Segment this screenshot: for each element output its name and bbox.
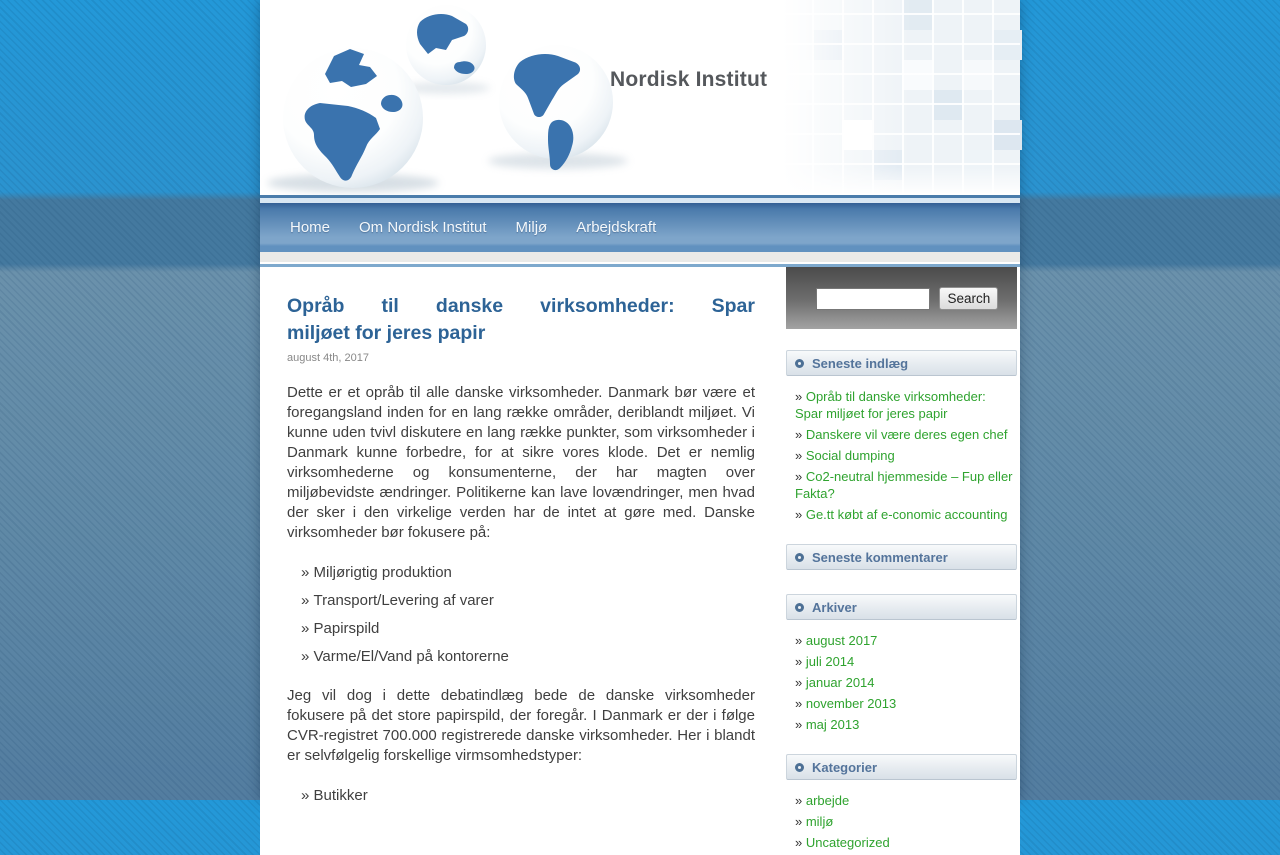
sidebar-post-link[interactable]: Opråb til danske virksomheder: Spar miljøet for jeres papir: [795, 389, 986, 421]
archives-list: [786, 632, 1017, 733]
globes-illustration: [268, 0, 688, 195]
sidebar-section-seneste-indlaeg: [786, 350, 1017, 523]
main-nav: [260, 203, 1020, 252]
sidebar-section-header: [786, 754, 1017, 780]
sidebar-post-link[interactable]: Social dumping: [805, 448, 895, 463]
list-item: [795, 695, 1013, 712]
article-date: august 4th, 2017: [287, 352, 369, 364]
mosaic-cell: [902, 0, 932, 30]
category-link[interactable]: arbejde: [805, 793, 850, 808]
nav-item-miljo: [516, 219, 548, 237]
list-item-label: Miljørigtig produktion: [313, 564, 452, 581]
mosaic-cell: [812, 30, 842, 60]
mosaic-cell: [992, 30, 1022, 60]
nav-link-home[interactable]: Home: [290, 218, 331, 236]
bullet-ring-icon: [795, 603, 804, 612]
mosaic-cell: [992, 120, 1022, 150]
nav-item-om-nordisk-institut: [359, 219, 487, 237]
article-paragraph: Dette er et opråb til alle danske virksomheder. Danmark bør være et foregangsland inden for en lang række områder, deriblandt miljøet. Vi kunne uden tvivl diskutere en lang række punkter, som virksomheder i Danmark kunne forbedre, for at sikre vores klode. Det er nemlig virksomhederne og konsumenterne, der har magten over miljøbevidste ændringer. Politikerne kan lave lovændringer, men hvad der sker i den virkelige verden har de intet at gøre med. Danske virksomheder bør fokusere på:: [287, 384, 755, 541]
bullet-ring-icon: [795, 763, 804, 772]
sidebar-section-header: [786, 350, 1017, 376]
archive-link[interactable]: august 2017: [805, 633, 878, 648]
list-item: [795, 426, 1013, 443]
site-header: [260, 0, 1020, 195]
list-item: [795, 506, 1013, 523]
sidebar-post-link[interactable]: Co2-neutral hjemmeside – Fup eller Fakta?: [795, 469, 1013, 501]
list-item: [301, 563, 755, 583]
category-link[interactable]: miljø: [805, 814, 834, 829]
list-item: [795, 716, 1013, 733]
list-item: [795, 632, 1013, 649]
mosaic-cell: [842, 120, 872, 150]
bullet-ring-icon: [795, 359, 804, 368]
list-item-label: Butikker: [313, 787, 368, 804]
list-item: [301, 647, 755, 667]
sidebar-section-kategorier: [786, 754, 1017, 851]
mosaic-cell: [782, 60, 812, 90]
search-panel: [786, 267, 1017, 329]
nav-link-om-nordisk-institut[interactable]: Om Nordisk Institut: [359, 218, 487, 236]
sidebar-section-title: Kategorier: [812, 759, 878, 775]
sidebar-post-link[interactable]: Ge.tt købt af e-conomic accounting: [805, 507, 1008, 522]
bullet-ring-icon: [795, 553, 804, 562]
mosaic-cell: [962, 60, 992, 90]
archive-link[interactable]: maj 2013: [805, 717, 860, 732]
article-main: [287, 267, 755, 814]
list-item-label: Varme/El/Vand på kontorerne: [313, 648, 509, 665]
list-item-label: Transport/Levering af varer: [313, 592, 494, 609]
nav-list: [260, 203, 1020, 252]
list-item-label: Papirspild: [313, 620, 380, 637]
sidebar-section-title: Seneste indlæg: [812, 355, 909, 371]
article-bullet-list: [287, 563, 755, 667]
nav-link-miljo[interactable]: Miljø: [515, 218, 548, 236]
content-area: [260, 267, 1020, 855]
search-input[interactable]: [816, 288, 930, 310]
sidebar: [786, 267, 1017, 855]
mosaic-cell: [872, 150, 902, 180]
mosaic-cell: [932, 90, 962, 120]
list-item: [795, 674, 1013, 691]
sidebar-section-header: [786, 594, 1017, 620]
nav-bottom-strip: [260, 252, 1020, 262]
archive-link[interactable]: juli 2014: [805, 654, 855, 669]
nav-link-arbejdskraft[interactable]: Arbejdskraft: [576, 218, 657, 236]
list-item: [301, 619, 755, 639]
sidebar-section-title: Seneste kommentarer: [812, 549, 948, 565]
site-container: [260, 0, 1020, 850]
list-item: [795, 653, 1013, 670]
list-item: [795, 468, 1013, 502]
categories-list: [786, 792, 1017, 851]
mosaic-cell: [962, 150, 992, 180]
site-title: Nordisk Institut: [610, 68, 768, 91]
search-button[interactable]: Search: [939, 287, 998, 310]
nav-item-arbejdskraft: [576, 219, 656, 237]
list-item: [795, 388, 1013, 422]
article-paragraph: Jeg vil dog i dette debatindlæg bede de danske virksomheder fokusere på det store papirspild, der foregår. I Danmark er der i følge CVR-registret 700.000 registrerede danske virksomheder. Her i blandt er selvfølgelig forskellige virmsomhedstyper:: [287, 687, 755, 764]
article-title: [287, 293, 755, 347]
list-item: [795, 792, 1013, 809]
mosaic-pattern: [782, 0, 1020, 195]
article-title-line2: miljøet for jeres papir: [287, 322, 486, 344]
archive-link[interactable]: november 2013: [805, 696, 897, 711]
sidebar-section-arkiver: [786, 594, 1017, 733]
list-item: [301, 786, 755, 806]
category-link[interactable]: Uncategorized: [805, 835, 890, 850]
article-title-line1: Opråb til danske virksomheder: Spar: [287, 295, 755, 317]
list-item: [301, 591, 755, 611]
nav-item-home: [290, 219, 330, 237]
list-item: [795, 813, 1013, 830]
article-bullet-list: [287, 786, 755, 806]
list-item: [795, 447, 1013, 464]
list-item: [795, 834, 1013, 851]
archive-link[interactable]: januar 2014: [805, 675, 875, 690]
mosaic-cell: [902, 60, 932, 90]
recent-posts-list: [786, 388, 1017, 523]
sidebar-section-seneste-kommentarer: [786, 544, 1017, 570]
sidebar-section-title: Arkiver: [812, 599, 857, 615]
sidebar-post-link[interactable]: Danskere vil være deres egen chef: [805, 427, 1008, 442]
sidebar-section-header: [786, 544, 1017, 570]
